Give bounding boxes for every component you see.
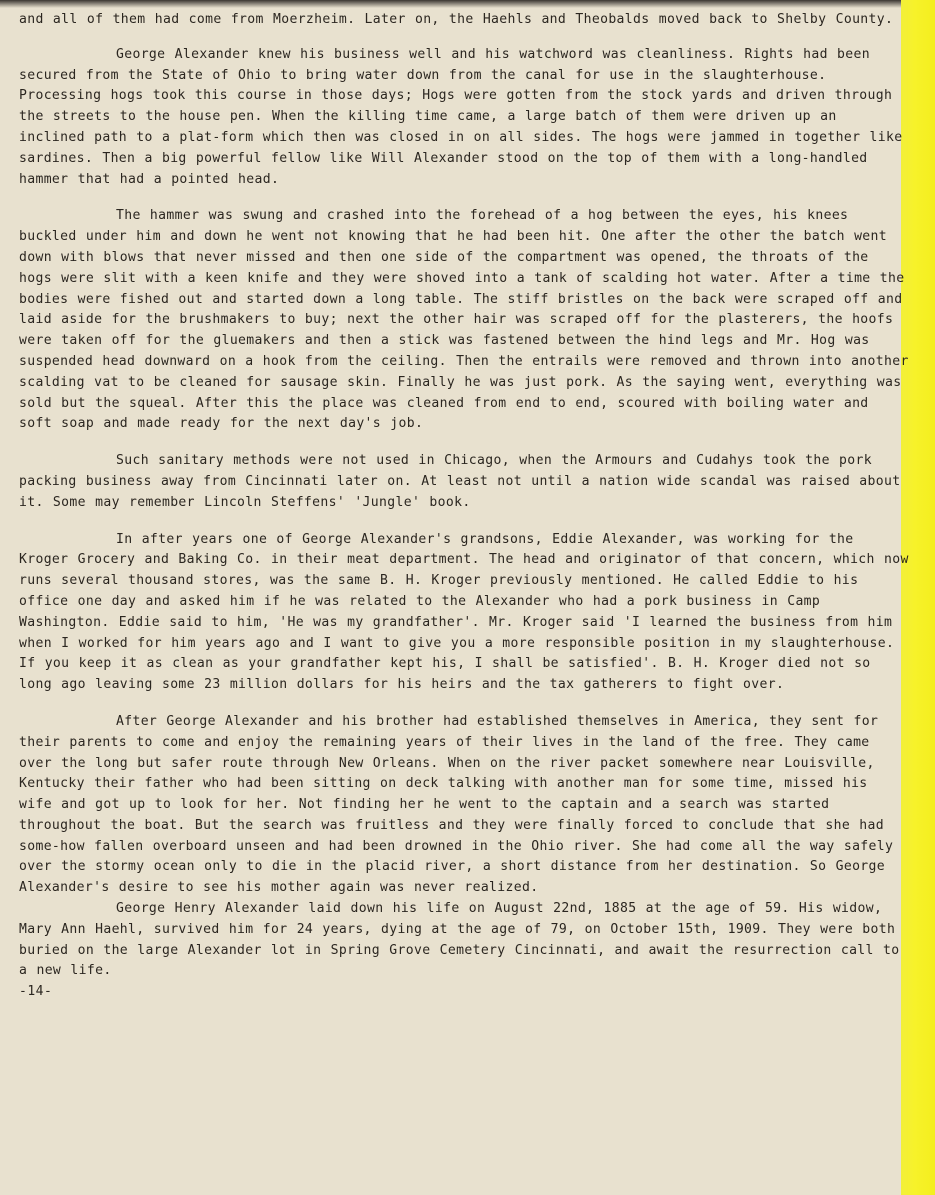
scan-top-shadow <box>0 0 935 8</box>
page-number: -14- <box>19 984 53 1000</box>
document-page <box>19 10 909 1002</box>
paragraph-parents: After George Alexander and his brother had established themselves in America, they sent for their parents to come and enjoy the remaining years of their lives in the land of the free. They came over the long but safer route through New Orleans. When on the river packet somewhere near Louisville, Kentucky their father who had been sitting on deck talking with another man for some time, missed his wife and got up to look for her. Not finding her he went to the captain and a search was started throughout the boat. But the search was fruitless and they were finally forced to conclude that she had some-how fallen overboard unseen and had been drowned in the Ohio river. She had come all the way safely over the stormy ocean only to die in the placid river, a short distance from her destination. So George Alexander's desire to see his mother again was never realized. <box>19 713 894 896</box>
paragraph-death: George Henry Alexander laid down his life on August 22nd, 1885 at the age of 59. His widow, Mary Ann Haehl, survived him for 24 years, dying at the age of 79, on October 15th, 1909. They were both buried on the large Alexander lot in Spring Grove Cemetery Cincinnati, and await the resurrection call to a new life. <box>19 901 900 979</box>
paragraph-chicago: Such sanitary methods were not used in Chicago, when the Armours and Cudahys took the pork packing business away from Cincinnati later on. At least not until a nation wide scandal was raised about it. Some may remember Lincoln Steffens' 'Jungle' book. <box>19 453 901 510</box>
paragraph-cleanliness: George Alexander knew his business well and his watchword was cleanliness. Rights had been secured from the State of Ohio to bring water down from the canal for use in the slaughterhouse. Processing hogs took this course in those days; Hogs were gotten from the stock yards and driven through the streets to the house pen. When the killing time came, a large batch of them were driven up an inclined path to a plat-form which then was closed in on all sides. The hogs were jammed in together like sardines. Then a big powerful fellow like Will Alexander stood on the top of them with a long-handled hammer that had a pointed head. <box>19 46 903 187</box>
paragraph-hammer: The hammer was swung and crashed into the forehead of a hog between the eyes, his knees buckled under him and down he went not knowing that he had been hit. One after the other the batch went down with blows that never missed and then one side of the compartment was opened, the throats of the hogs were slit with a keen knife and they were shoved into a tank of scalding hot water. After a time the bodies were fished out and started down a long table. The stiff bristles on the back were scraped off and laid aside for the brushmakers to buy; next the other hair was scraped off for the plasterers, the hoofs were taken off for the gluemakers and then a stick was fastened between the hind legs and Mr. Hog was suspended head downward on a hook from the ceiling. Then the entrails were removed and thrown into another scalding vat to be cleaned for sausage skin. Finally he was just pork. As the saying went, everything was sold but the squeal. After this the place was cleaned from end to end, scoured with boiling water and soft soap and made ready for the next day's job. <box>19 208 909 432</box>
paragraph-moerzheim: and all of them had come from Moerzheim. Later on, the Haehls and Theobalds moved back to Shelby County. <box>19 12 894 27</box>
paragraph-kroger: In after years one of George Alexander's grandsons, Eddie Alexander, was working for the Kroger Grocery and Baking Co. in their meat department. The head and originator of that concern, which now runs several thousand stores, was the same B. H. Kroger previously mentioned. He called Eddie to his office one day and asked him if he was related to the Alexander who had a pork business in Camp Washington. Eddie said to him, 'He was my grandfather'. Mr. Kroger said 'I learned the business from him when I worked for him years ago and I want to give you a more responsible position in my slaughterhouse. If you keep it as clean as your grandfather kept his, I shall be satisfied'. B. H. Kroger died not so long ago leaving some 23 million dollars for his heirs and the tax gatherers to fight over. <box>19 531 909 693</box>
